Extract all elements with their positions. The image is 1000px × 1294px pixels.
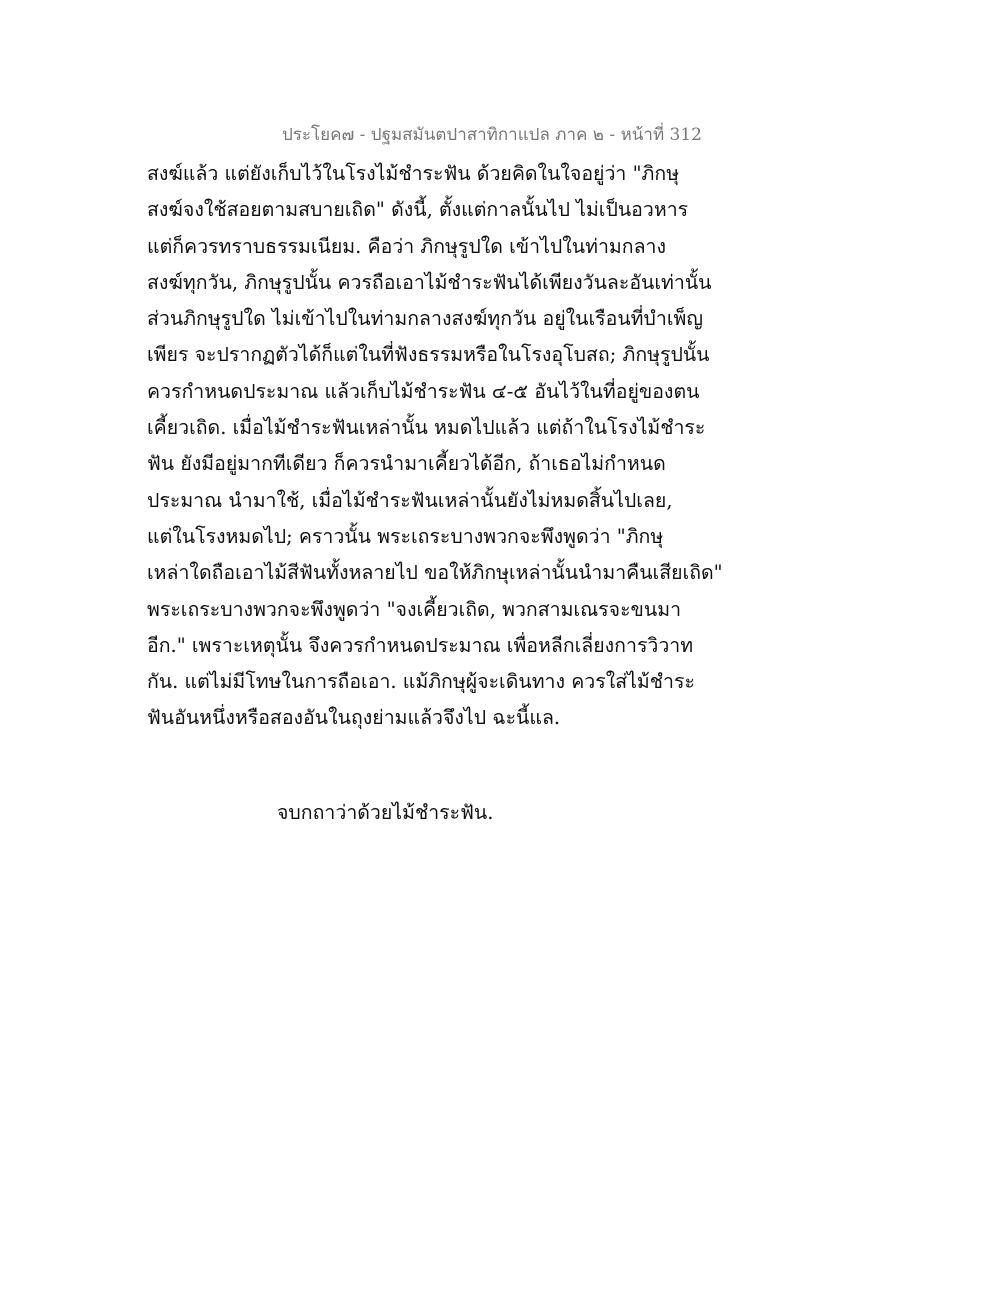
text-line: เคี้ยวเถิด. เมื่อไม้ชำระฟันเหล่านั้น หมดไปแล้ว แต่ถ้าในโรงไม้ชำระ <box>147 416 706 440</box>
section-closing: จบกถาว่าด้วยไม้ชำระฟัน. <box>277 801 494 824</box>
text-line: กัน. แต่ไม่มีโทษในการถือเอา. แม้ภิกษุผู้จะเดินทาง ควรใส่ไม้ชำระ <box>147 670 695 694</box>
text-line: สงฆ์ทุกวัน, ภิกษุรูปนั้น ควรถือเอาไม้ชำระฟันได้เพียงวันละอันเท่านั้น <box>147 270 712 294</box>
text-line: สงฆ์จงใช้สอยตามสบายเถิด" ดังนี้, ตั้งแต่กาลนั้นไป ไม่เป็นอวหาร <box>147 198 689 222</box>
text-line: ควรกำหนดประมาณ แล้วเก็บไม้ชำระฟัน ๔-๕ อันไว้ในที่อยู่ของตน <box>147 379 700 403</box>
text-line: ส่วนภิกษุรูปใด ไม่เข้าไปในท่ามกลางสงฆ์ทุกวัน อยู่ในเรือนที่บำเพ็ญ <box>147 307 703 331</box>
text-line: เหล่าใดถือเอาไม้สีฟันทั้งหลายไป ขอให้ภิกษุเหล่านั้นนำมาคืนเสียเถิด" <box>147 561 723 585</box>
text-line: แต่ก็ควรทราบธรรมเนียม. คือว่า ภิกษุรูปใด เข้าไปในท่ามกลาง <box>147 234 667 258</box>
text-line: แต่ในโรงหมดไป; คราวนั้น พระเถระบางพวกจะพึงพูดว่า "ภิกษุ <box>147 524 664 548</box>
text-line: อีก." เพราะเหตุนั้น จึงควรกำหนดประมาณ เพื่อหลีกเลี่ยงการวิวาท <box>147 633 694 657</box>
running-header: ประโยค๗ - ปฐมสมันตปาสาทิกาแปล ภาค ๒ - หน้าที่ 312 <box>281 125 702 145</box>
text-line: พระเถระบางพวกจะพึงพูดว่า "จงเคี้ยวเถิด, พวกสามเณรจะขนมา <box>147 597 682 621</box>
text-line: ฟัน ยังมีอยู่มากทีเดียว ก็ควรนำมาเคี้ยวได้อีก, ถ้าเธอไม่กำหนด <box>147 452 666 476</box>
body-text <box>147 156 727 737</box>
text-line: สงฆ์แล้ว แต่ยังเก็บไว้ในโรงไม้ชำระฟัน ด้วยคิดในใจอยู่ว่า "ภิกษุ <box>147 162 680 185</box>
text-line: ฟันอันหนึ่งหรือสองอันในถุงย่ามแล้วจึงไป ฉะนี้แล. <box>147 706 561 730</box>
text-line: ประมาณ นำมาใช้, เมื่อไม้ชำระฟันเหล่านั้นยังไม่หมดสิ้นไปเลย, <box>147 488 673 512</box>
text-line: เพียร จะปรากฏตัวได้ก็แต่ในที่ฟังธรรมหรือในโรงอุโบสถ; ภิกษุรูปนั้น <box>147 343 710 367</box>
